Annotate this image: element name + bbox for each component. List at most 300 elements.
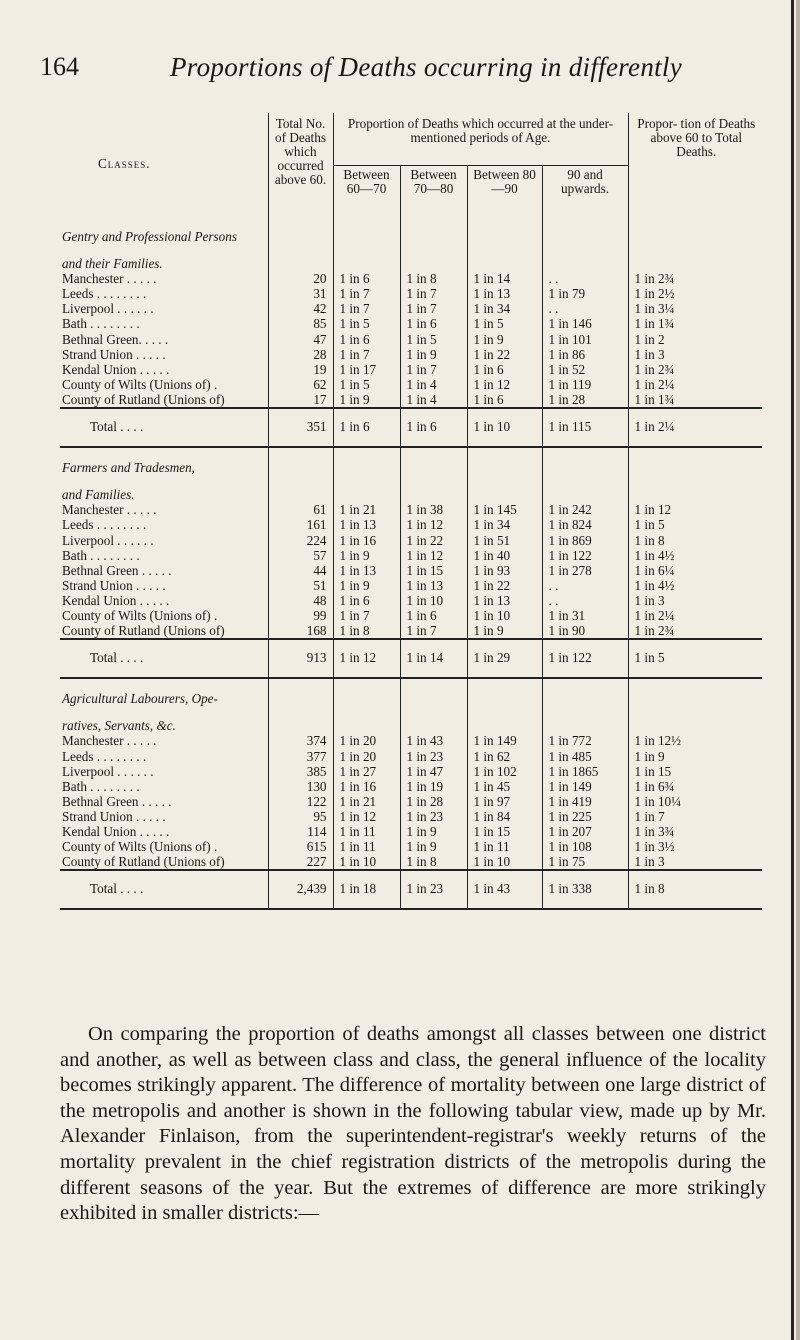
cell-p2: 1 in 23: [400, 749, 467, 764]
section-title: ratives, Servants, &c.: [62, 718, 176, 734]
row-label: Kendal Union . . . . .: [62, 824, 170, 839]
cell-ratio: 1 in 3: [628, 593, 762, 608]
cell-p4: 1 in 869: [542, 533, 628, 548]
total-row: [60, 639, 762, 678]
table-row: [60, 809, 762, 824]
table-row: [60, 794, 762, 809]
cell-ratio: 1 in 2¼: [628, 608, 762, 623]
row-label: County of Rutland (Unions of): [62, 623, 225, 639]
row-label: Bath . . . . . . . .: [62, 547, 140, 563]
empty-cell: [400, 706, 467, 733]
cell-ratio: 1 in 2½: [628, 286, 762, 301]
empty-cell: [333, 217, 400, 244]
cell-p1: 1 in 16: [333, 779, 400, 794]
page-number: 164: [40, 52, 79, 81]
cell-p2: 1 in 15: [400, 563, 467, 578]
cell-p2: 1 in 10: [400, 593, 467, 608]
cell-p3: 1 in 93: [467, 563, 542, 578]
cell-p1: 1 in 6: [333, 271, 400, 286]
cell-p4: 1 in 28: [542, 392, 628, 408]
cell-ratio: 1 in 3½: [628, 839, 762, 854]
cell-total: 47: [268, 332, 333, 347]
cell-p1: 1 in 7: [333, 301, 400, 316]
cell-p4: 1 in 79: [542, 286, 628, 301]
cell-p1: 1 in 9: [333, 548, 400, 563]
cell-total: 161: [268, 517, 333, 532]
empty-cell: [467, 706, 542, 733]
cell-total: 168: [268, 623, 333, 639]
total-cell-p3: 1 in 43: [467, 870, 542, 909]
cell-p2: 1 in 9: [400, 824, 467, 839]
cell-p4: 1 in 242: [542, 502, 628, 517]
total-label: Total . . . .: [90, 650, 144, 666]
row-label: Leeds . . . . . . . .: [62, 517, 147, 533]
empty-cell: [333, 244, 400, 271]
cell-p2: 1 in 38: [400, 502, 467, 517]
table-row: [60, 839, 762, 854]
total-row: [60, 870, 762, 909]
cell-p3: 1 in 6: [467, 392, 542, 408]
table-row: [60, 392, 762, 408]
cell-p1: 1 in 11: [333, 839, 400, 854]
row-label: Bethnal Green . . . . .: [62, 562, 172, 578]
cell-p3: 1 in 62: [467, 749, 542, 764]
row-label: Strand Union . . . . .: [62, 808, 166, 824]
section-title-row: [60, 706, 762, 733]
cell-p2: 1 in 7: [400, 286, 467, 301]
empty-cell: [542, 706, 628, 733]
total-cell-p1: 1 in 6: [333, 408, 400, 447]
cell-total: 57: [268, 548, 333, 563]
row-label: Strand Union . . . . .: [62, 346, 166, 362]
table-row: [60, 764, 762, 779]
cell-p2: 1 in 6: [400, 608, 467, 623]
empty-cell: [628, 217, 762, 244]
cell-total: 62: [268, 377, 333, 392]
empty-cell: [400, 678, 467, 706]
table-row: [60, 316, 762, 331]
cell-p2: 1 in 8: [400, 271, 467, 286]
table-row: [60, 271, 762, 286]
cell-p1: 1 in 6: [333, 332, 400, 347]
cell-p3: 1 in 5: [467, 316, 542, 331]
cell-total: 227: [268, 854, 333, 870]
cell-total: 385: [268, 764, 333, 779]
cell-ratio: 1 in 12: [628, 502, 762, 517]
table-body: [60, 217, 762, 909]
cell-p2: 1 in 12: [400, 548, 467, 563]
cell-p1: 1 in 20: [333, 733, 400, 748]
row-label: Leeds . . . . . . . .: [62, 286, 147, 302]
section-title: and Families.: [62, 487, 135, 503]
cell-p4: . .: [542, 301, 628, 316]
cell-p2: 1 in 7: [400, 362, 467, 377]
cell-p1: 1 in 8: [333, 623, 400, 639]
empty-cell: [542, 217, 628, 244]
empty-cell: [628, 475, 762, 502]
empty-cell: [542, 475, 628, 502]
row-label: Bath . . . . . . . .: [62, 316, 140, 332]
cell-p1: 1 in 5: [333, 316, 400, 331]
table-row: [60, 563, 762, 578]
cell-p3: 1 in 9: [467, 623, 542, 639]
total-cell-ratio: 1 in 5: [628, 639, 762, 678]
cell-ratio: 1 in 12½: [628, 733, 762, 748]
column-header-ratio: Propor- tion of Deaths above 60 to Total Deaths.: [628, 113, 762, 217]
section-title: Gentry and Professional Persons: [62, 229, 237, 244]
cell-p3: 1 in 45: [467, 779, 542, 794]
page-edge: [796, 0, 800, 1340]
table-row: [60, 593, 762, 608]
cell-p3: 1 in 13: [467, 286, 542, 301]
cell-p3: 1 in 10: [467, 854, 542, 870]
table-row: [60, 533, 762, 548]
row-label: Leeds . . . . . . . .: [62, 748, 147, 764]
column-header-classes: Classes.: [98, 156, 151, 171]
cell-p2: 1 in 13: [400, 578, 467, 593]
cell-p1: 1 in 6: [333, 593, 400, 608]
section-title-row: [60, 447, 762, 475]
empty-cell: [628, 447, 762, 475]
table-row: [60, 749, 762, 764]
cell-total: 224: [268, 533, 333, 548]
cell-total: 377: [268, 749, 333, 764]
cell-p3: 1 in 84: [467, 809, 542, 824]
table-row: [60, 301, 762, 316]
cell-p1: 1 in 21: [333, 502, 400, 517]
cell-p4: 1 in 101: [542, 332, 628, 347]
table-row: [60, 377, 762, 392]
section-title: Agricultural Labourers, Ope-: [62, 691, 218, 707]
cell-total: 122: [268, 794, 333, 809]
cell-p4: . .: [542, 593, 628, 608]
row-label: County of Wilts (Unions of) .: [62, 607, 218, 623]
total-cell-p2: 1 in 23: [400, 870, 467, 909]
cell-p3: 1 in 149: [467, 733, 542, 748]
cell-p2: 1 in 4: [400, 377, 467, 392]
cell-p3: 1 in 11: [467, 839, 542, 854]
cell-ratio: 1 in 2¾: [628, 623, 762, 639]
cell-ratio: 1 in 3: [628, 347, 762, 362]
cell-total: 130: [268, 779, 333, 794]
total-cell-p1: 1 in 12: [333, 639, 400, 678]
cell-p4: 1 in 485: [542, 749, 628, 764]
page-edge-rule: [791, 0, 794, 1340]
cell-p4: 1 in 52: [542, 362, 628, 377]
page-header: [40, 52, 770, 92]
empty-cell: [268, 447, 333, 475]
empty-cell: [268, 678, 333, 706]
cell-total: 85: [268, 316, 333, 331]
cell-total: 114: [268, 824, 333, 839]
cell-ratio: 1 in 2¾: [628, 362, 762, 377]
empty-cell: [542, 244, 628, 271]
table-row: [60, 779, 762, 794]
cell-p1: 1 in 9: [333, 578, 400, 593]
row-label: Strand Union . . . . .: [62, 577, 166, 593]
table-header: [60, 113, 762, 217]
cell-p1: 1 in 7: [333, 608, 400, 623]
row-label: Liverpool . . . . . .: [62, 301, 154, 317]
empty-cell: [467, 475, 542, 502]
total-cell-ratio: 1 in 2¼: [628, 408, 762, 447]
cell-total: 31: [268, 286, 333, 301]
cell-ratio: 1 in 3¼: [628, 301, 762, 316]
cell-ratio: 1 in 15: [628, 764, 762, 779]
cell-ratio: 1 in 5: [628, 517, 762, 532]
cell-p3: 1 in 97: [467, 794, 542, 809]
empty-cell: [467, 447, 542, 475]
table-row: [60, 517, 762, 532]
cell-p2: 1 in 7: [400, 623, 467, 639]
cell-total: 615: [268, 839, 333, 854]
cell-p4: 1 in 31: [542, 608, 628, 623]
row-label: Manchester . . . . .: [62, 502, 157, 518]
cell-ratio: 1 in 4½: [628, 578, 762, 593]
cell-p1: 1 in 13: [333, 517, 400, 532]
total-cell-p3: 1 in 29: [467, 639, 542, 678]
empty-cell: [333, 706, 400, 733]
empty-cell: [467, 217, 542, 244]
cell-total: 19: [268, 362, 333, 377]
cell-p3: 1 in 10: [467, 608, 542, 623]
cell-p1: 1 in 27: [333, 764, 400, 779]
cell-p3: 1 in 51: [467, 533, 542, 548]
cell-p3: 1 in 34: [467, 517, 542, 532]
cell-p2: 1 in 9: [400, 839, 467, 854]
cell-total: 48: [268, 593, 333, 608]
cell-p4: 1 in 225: [542, 809, 628, 824]
empty-cell: [333, 447, 400, 475]
empty-cell: [400, 447, 467, 475]
cell-p1: 1 in 11: [333, 824, 400, 839]
empty-cell: [628, 244, 762, 271]
total-label: Total . . . .: [90, 419, 144, 435]
cell-ratio: 1 in 2¾: [628, 271, 762, 286]
cell-p1: 1 in 17: [333, 362, 400, 377]
row-label: County of Wilts (Unions of) .: [62, 839, 218, 855]
cell-p4: 1 in 772: [542, 733, 628, 748]
section-title: and their Families.: [62, 256, 163, 272]
cell-p3: 1 in 14: [467, 271, 542, 286]
cell-ratio: 1 in 6¼: [628, 563, 762, 578]
empty-cell: [268, 244, 333, 271]
table-row: [60, 733, 762, 748]
cell-total: 374: [268, 733, 333, 748]
cell-p3: 1 in 34: [467, 301, 542, 316]
cell-p2: 1 in 23: [400, 809, 467, 824]
cell-p2: 1 in 22: [400, 533, 467, 548]
cell-p2: 1 in 5: [400, 332, 467, 347]
cell-p4: 1 in 119: [542, 377, 628, 392]
cell-p4: 1 in 278: [542, 563, 628, 578]
row-label: County of Rutland (Unions of): [62, 391, 225, 407]
cell-ratio: 1 in 8: [628, 533, 762, 548]
cell-p4: 1 in 90: [542, 623, 628, 639]
empty-cell: [333, 678, 400, 706]
total-cell-p4: 1 in 338: [542, 870, 628, 909]
empty-cell: [400, 217, 467, 244]
total-cell-total: 351: [268, 408, 333, 447]
cell-p2: 1 in 6: [400, 316, 467, 331]
running-title: Proportions of Deaths occurring in differently: [170, 52, 683, 82]
cell-p2: 1 in 4: [400, 392, 467, 408]
cell-ratio: 1 in 2¼: [628, 377, 762, 392]
empty-cell: [400, 475, 467, 502]
cell-p2: 1 in 8: [400, 854, 467, 870]
cell-total: 17: [268, 392, 333, 408]
total-cell-total: 2,439: [268, 870, 333, 909]
cell-p2: 1 in 7: [400, 301, 467, 316]
column-header-total: Total No. of Deaths which occurred above 60.: [268, 113, 333, 217]
table-row: [60, 608, 762, 623]
cell-p3: 1 in 15: [467, 824, 542, 839]
total-cell-p4: 1 in 122: [542, 639, 628, 678]
cell-p4: 1 in 149: [542, 779, 628, 794]
cell-p1: 1 in 16: [333, 533, 400, 548]
table-row: [60, 824, 762, 839]
cell-ratio: 1 in 10¼: [628, 794, 762, 809]
empty-cell: [268, 475, 333, 502]
row-label: County of Rutland (Unions of): [62, 854, 225, 870]
cell-p2: 1 in 28: [400, 794, 467, 809]
cell-ratio: 1 in 6¾: [628, 779, 762, 794]
cell-p2: 1 in 19: [400, 779, 467, 794]
paragraph: On comparing the proportion of deaths amongst all classes between one district and another, as well as between class and class, the general influence of the locality becomes strikingly apparent. The difference of mortality between one large district of the metropolis and another is shown in the following tabular view, made up by Mr. Alexander Finlaison, from the superintendent-registrar's weekly returns of the mortality prevalent in the chief registration districts of the metropolis during the different seasons of the year. But the extremes of difference are more strikingly exhibited in smaller districts:—: [60, 1023, 766, 1225]
row-label: Kendal Union . . . . .: [62, 361, 170, 377]
total-cell-total: 913: [268, 639, 333, 678]
table-row: [60, 502, 762, 517]
cell-ratio: 1 in 4½: [628, 548, 762, 563]
empty-cell: [628, 678, 762, 706]
row-label: Bethnal Green. . . . .: [62, 331, 169, 347]
cell-p3: 1 in 12: [467, 377, 542, 392]
cell-ratio: 1 in 7: [628, 809, 762, 824]
total-cell-ratio: 1 in 8: [628, 870, 762, 909]
cell-p3: 1 in 6: [467, 362, 542, 377]
empty-cell: [542, 447, 628, 475]
cell-p1: 1 in 7: [333, 286, 400, 301]
cell-p1: 1 in 5: [333, 377, 400, 392]
row-label: Manchester . . . . .: [62, 271, 157, 287]
total-cell-p2: 1 in 6: [400, 408, 467, 447]
table-row: [60, 854, 762, 870]
cell-p1: 1 in 10: [333, 854, 400, 870]
table-row: [60, 332, 762, 347]
cell-p1: 1 in 9: [333, 392, 400, 408]
empty-cell: [542, 678, 628, 706]
row-label: Bethnal Green . . . . .: [62, 793, 172, 809]
cell-p4: 1 in 146: [542, 316, 628, 331]
total-row: [60, 408, 762, 447]
cell-p3: 1 in 9: [467, 332, 542, 347]
cell-ratio: 1 in 3¾: [628, 824, 762, 839]
column-header-60-70: Between 60—70: [333, 165, 400, 217]
cell-p4: 1 in 86: [542, 347, 628, 362]
empty-cell: [333, 475, 400, 502]
cell-p4: 1 in 824: [542, 517, 628, 532]
empty-cell: [268, 217, 333, 244]
cell-ratio: 1 in 9: [628, 749, 762, 764]
cell-p3: 1 in 22: [467, 578, 542, 593]
row-label: Kendal Union . . . . .: [62, 592, 170, 608]
column-header-80-90: Between 80—90: [467, 165, 542, 217]
cell-p3: 1 in 40: [467, 548, 542, 563]
total-cell-p4: 1 in 115: [542, 408, 628, 447]
column-header-90-up: 90 and upwards.: [542, 165, 628, 217]
cell-p1: 1 in 7: [333, 347, 400, 362]
empty-cell: [268, 706, 333, 733]
mortality-table: [60, 113, 762, 910]
column-header-70-80: Between 70—80: [400, 165, 467, 217]
body-text: [60, 1022, 766, 1227]
table-row: [60, 286, 762, 301]
cell-p2: 1 in 9: [400, 347, 467, 362]
table-row: [60, 548, 762, 563]
empty-cell: [400, 244, 467, 271]
column-header-proportion: Proportion of Deaths which occurred at the under-mentioned periods of Age.: [333, 113, 628, 165]
cell-p2: 1 in 12: [400, 517, 467, 532]
cell-p2: 1 in 47: [400, 764, 467, 779]
row-label: Liverpool . . . . . .: [62, 532, 154, 548]
cell-p4: 1 in 207: [542, 824, 628, 839]
cell-p2: 1 in 43: [400, 733, 467, 748]
total-cell-p3: 1 in 10: [467, 408, 542, 447]
section-title-row: [60, 475, 762, 502]
cell-p4: 1 in 419: [542, 794, 628, 809]
row-label: Manchester . . . . .: [62, 733, 157, 749]
cell-total: 61: [268, 502, 333, 517]
cell-p4: . .: [542, 271, 628, 286]
cell-p4: 1 in 108: [542, 839, 628, 854]
table-row: [60, 362, 762, 377]
cell-total: 20: [268, 271, 333, 286]
cell-total: 42: [268, 301, 333, 316]
cell-p3: 1 in 102: [467, 764, 542, 779]
cell-p1: 1 in 20: [333, 749, 400, 764]
total-cell-p2: 1 in 14: [400, 639, 467, 678]
table-row: [60, 347, 762, 362]
cell-p1: 1 in 12: [333, 809, 400, 824]
cell-p1: 1 in 21: [333, 794, 400, 809]
empty-cell: [467, 678, 542, 706]
empty-cell: [628, 706, 762, 733]
cell-total: 51: [268, 578, 333, 593]
section-title-row: [60, 217, 762, 244]
table-row: [60, 623, 762, 639]
section-title-row: [60, 678, 762, 706]
cell-p1: 1 in 13: [333, 563, 400, 578]
table-row: [60, 578, 762, 593]
cell-p4: 1 in 122: [542, 548, 628, 563]
row-label: Bath . . . . . . . .: [62, 778, 140, 794]
total-label: Total . . . .: [90, 881, 144, 897]
cell-total: 28: [268, 347, 333, 362]
row-label: Liverpool . . . . . .: [62, 763, 154, 779]
cell-ratio: 1 in 2: [628, 332, 762, 347]
total-cell-p1: 1 in 18: [333, 870, 400, 909]
cell-total: 44: [268, 563, 333, 578]
cell-p4: 1 in 75: [542, 854, 628, 870]
cell-p3: 1 in 13: [467, 593, 542, 608]
cell-p4: . .: [542, 578, 628, 593]
cell-p4: 1 in 1865: [542, 764, 628, 779]
cell-p3: 1 in 22: [467, 347, 542, 362]
section-title: Farmers and Tradesmen,: [62, 460, 195, 476]
empty-cell: [467, 244, 542, 271]
cell-ratio: 1 in 3: [628, 854, 762, 870]
cell-ratio: 1 in 1¾: [628, 316, 762, 331]
